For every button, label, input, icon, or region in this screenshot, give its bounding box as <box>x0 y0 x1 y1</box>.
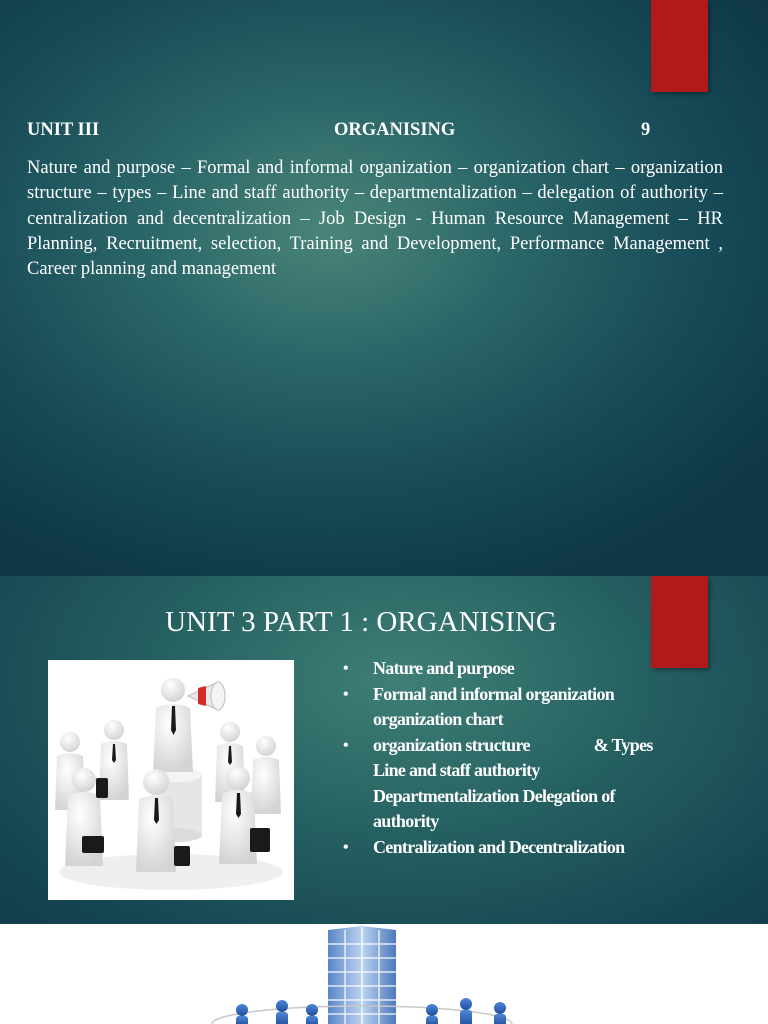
business-people-icon <box>48 660 294 900</box>
bullet-dot: • <box>343 736 348 754</box>
slide-next-partial <box>0 924 768 1024</box>
bullet-text: authority <box>373 811 439 831</box>
bullet-dot: • <box>343 660 348 677</box>
bullet-text: organization chart <box>373 709 503 729</box>
slide-part1-organising <box>0 576 768 924</box>
office-building-network-icon <box>0 924 768 1024</box>
syllabus-text: Nature and purpose – Formal and informal organization – organization chart – organization structure – types – Line and staff authority – departmentalization – delegation of authority – centralization and decentralization – Job Design - Human Resource Management – HR Planning, Recruitment, selection, Training and Development, Performance Management , Career planning and management <box>27 158 723 280</box>
red-accent-tab <box>651 0 708 92</box>
bullet-item-formal-informal <box>343 682 703 733</box>
unit-hours: 9 <box>641 120 651 140</box>
bullet-line <box>373 733 703 759</box>
bullet-text: Centralization and Decentralization <box>373 836 625 857</box>
bullet-item-centralization <box>343 835 703 861</box>
bullet-dot: • <box>343 685 348 703</box>
topic-bullet-list <box>343 656 703 860</box>
unit-label: UNIT III <box>27 120 100 140</box>
bullet-text: Nature and purpose <box>373 658 515 678</box>
bullet-text: Formal and informal organization <box>373 683 615 704</box>
bullet-item-nature <box>343 656 703 682</box>
bullet-text: & Types <box>593 734 653 755</box>
unit-title: ORGANISING <box>334 120 456 140</box>
slide-title: UNIT 3 PART 1 : ORGANISING <box>165 606 557 638</box>
bullet-dot: • <box>343 838 348 856</box>
bullet-item-structure <box>343 733 703 835</box>
business-people-illustration <box>48 660 294 900</box>
bullet-text: Line and staff authority <box>373 760 540 780</box>
bullet-text: organization structure <box>373 734 530 755</box>
bullet-text: Departmentalization Delegation of <box>373 785 615 806</box>
